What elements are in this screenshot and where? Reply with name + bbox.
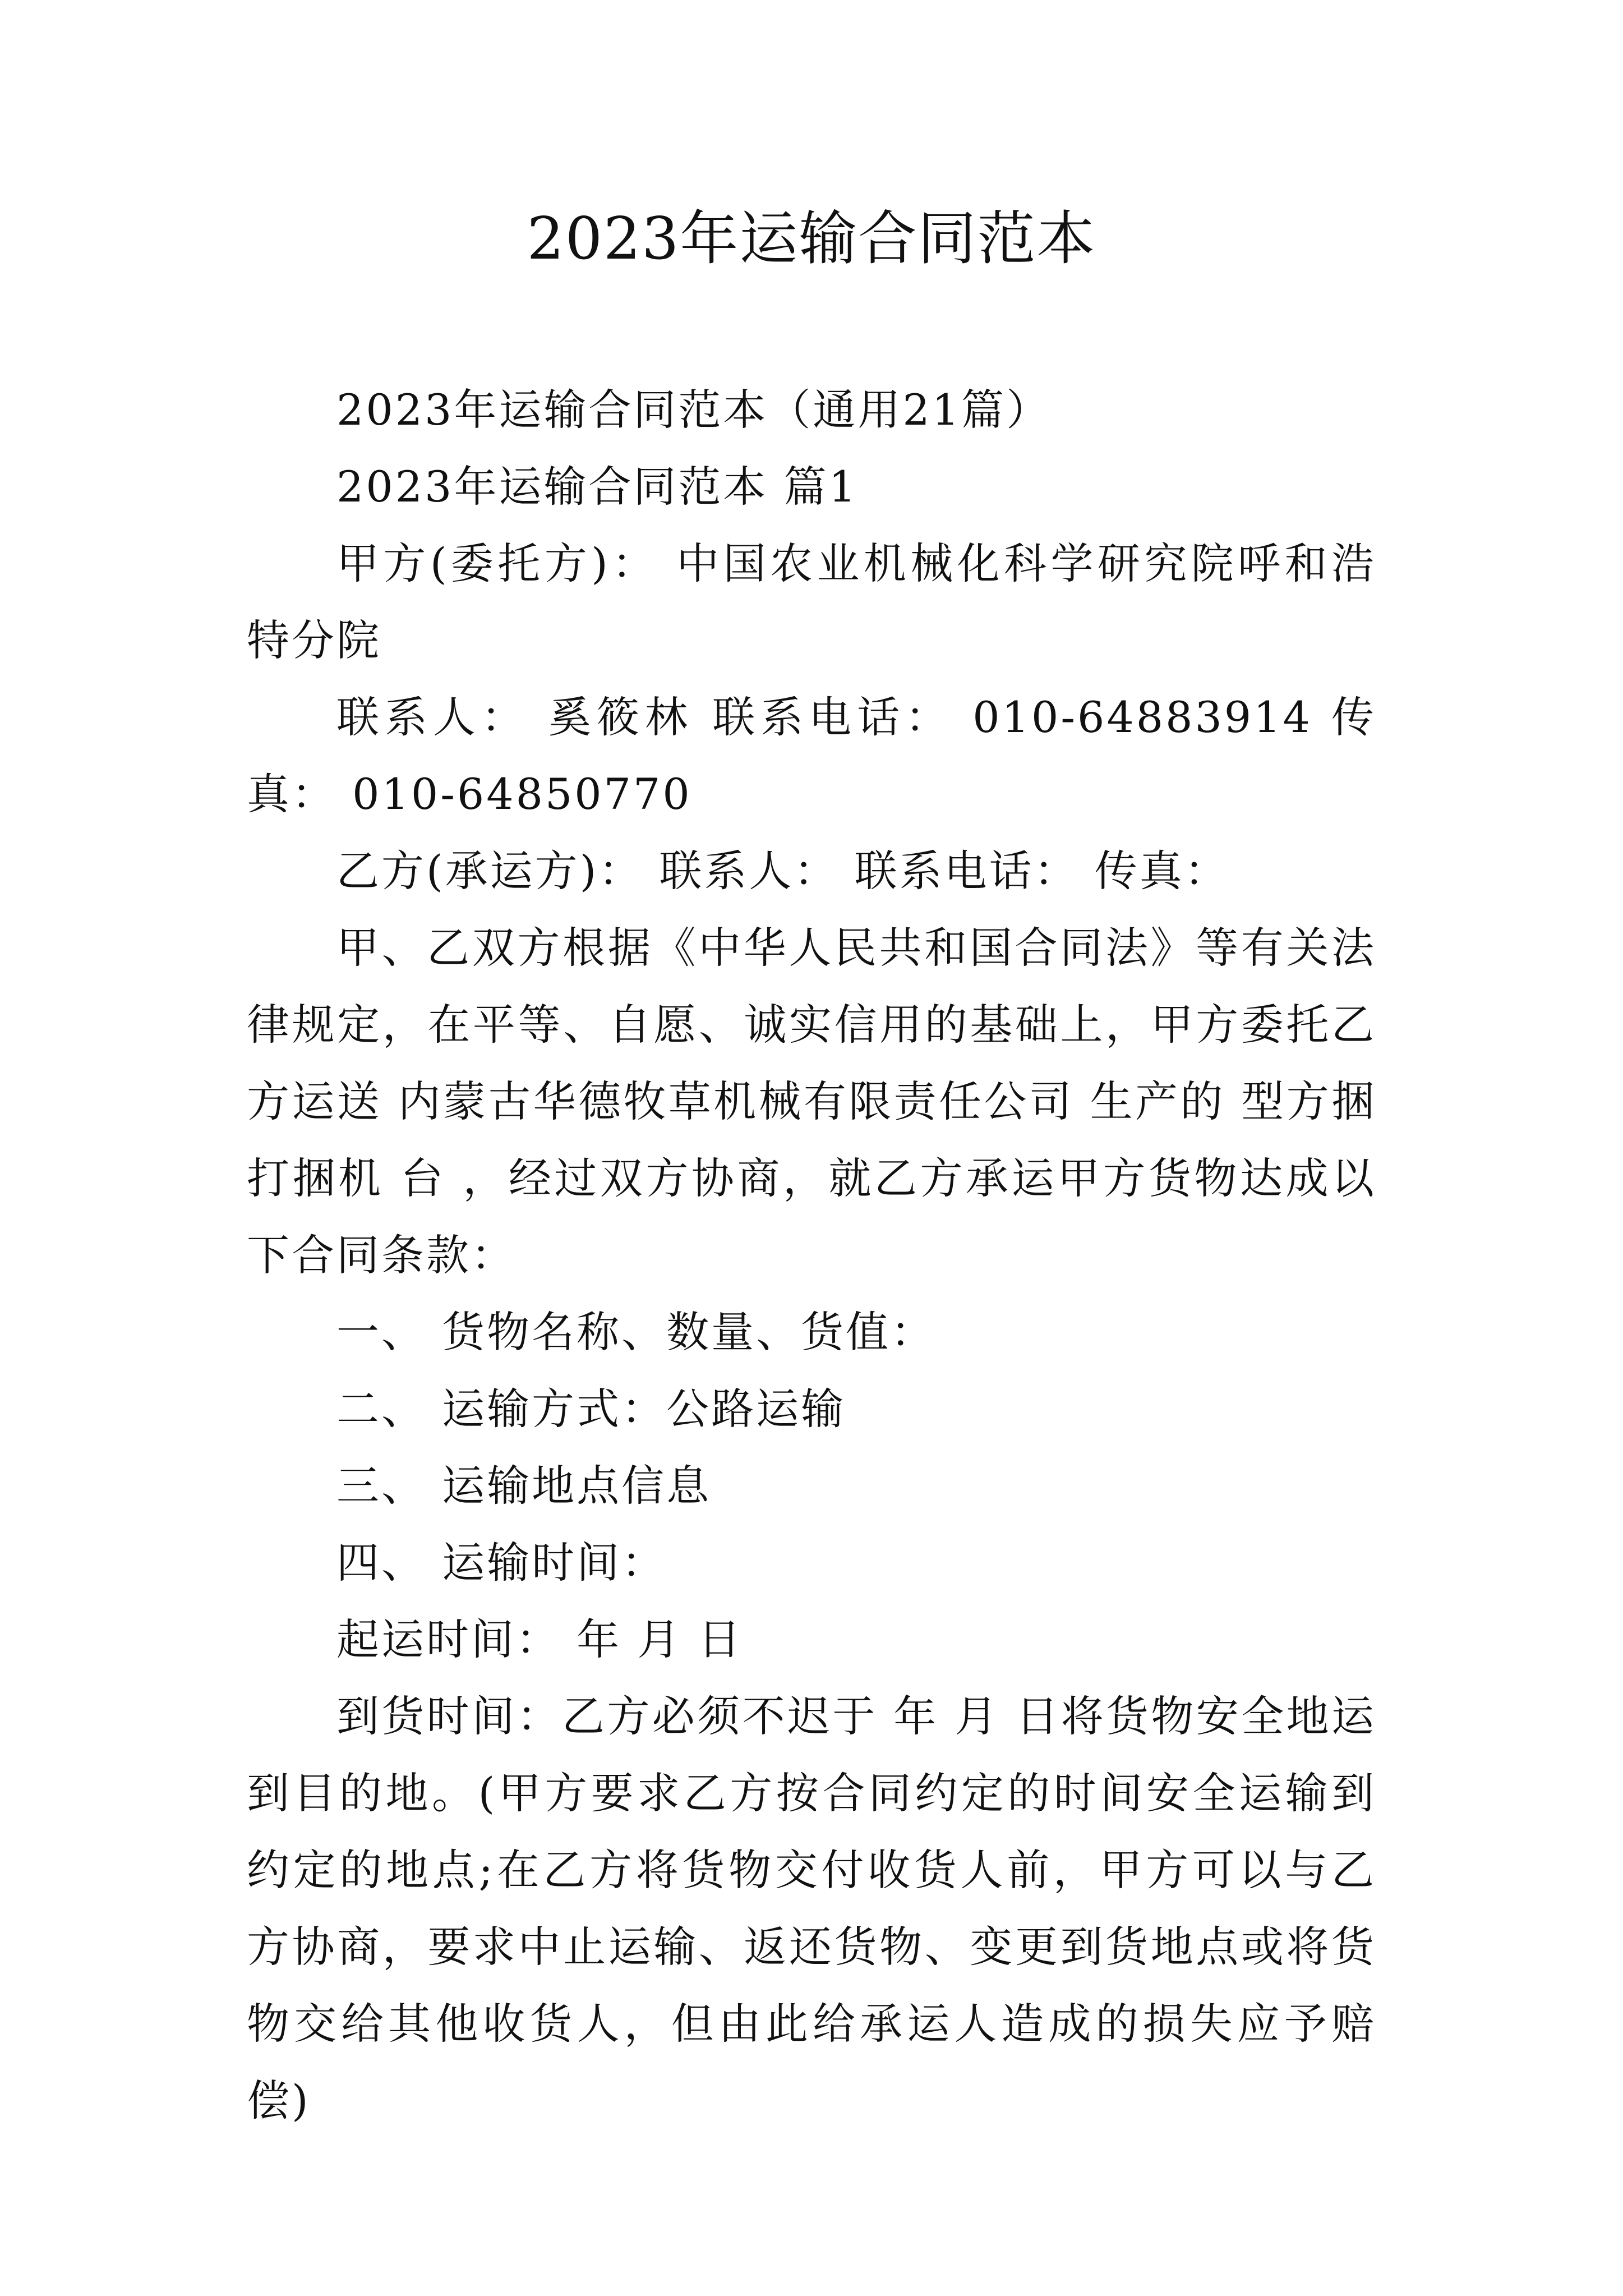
paragraph-section-heading: 2023年运输合同范本 篇1 [336,462,858,512]
paragraph-arrival-time: 到货时间：乙方必须不迟于 年 月 日将货物安全地运到目的地。(甲方要求乙方按合同约定的时间安全运输到约定的地点;在乙方将货物交付收货人前，甲方可以与乙方协商，要求中止运输、返还货物、变更到货地点或将货物交给其他收货人，但由此给承运人造成的损失应予赔偿) [247,1691,1376,2125]
paragraph-party-b: 乙方(承运方)： 联系人： 联系电话： 传真： [336,846,1229,896]
paragraph-departure-time: 起运时间： 年 月 日 [336,1614,743,1664]
paragraph-subtitle: 2023年运输合同范本（通用21篇） [336,385,1052,435]
paragraph-clause-3: 三、 运输地点信息 [336,1461,712,1511]
paragraph-clause-2: 二、 运输方式：公路运输 [336,1384,846,1434]
document-title: 2023年运输合同范本 [527,204,1096,273]
paragraph-clause-4: 四、 运输时间： [336,1538,667,1588]
paragraph-preamble: 甲、乙双方根据《中华人民共和国合同法》等有关法律规定，在平等、自愿、诚实信用的基础上，甲方委托乙方运送 内蒙古华德牧草机械有限责任公司 生产的 型方捆打捆机 台 ，经过双方协商，就乙方承运甲方货物达成以下合同条款： [247,923,1376,1280]
paragraph-clause-1: 一、 货物名称、数量、货值： [336,1307,936,1357]
paragraph-party-a: 甲方(委托方)： 中国农业机械化科学研究院呼和浩特分院 [247,539,1376,665]
paragraph-party-a-contact: 联系人： 奚筱林 联系电话： 010-64883914 传真： 010-64850770 [247,692,1376,819]
document-body [247,371,1376,2139]
